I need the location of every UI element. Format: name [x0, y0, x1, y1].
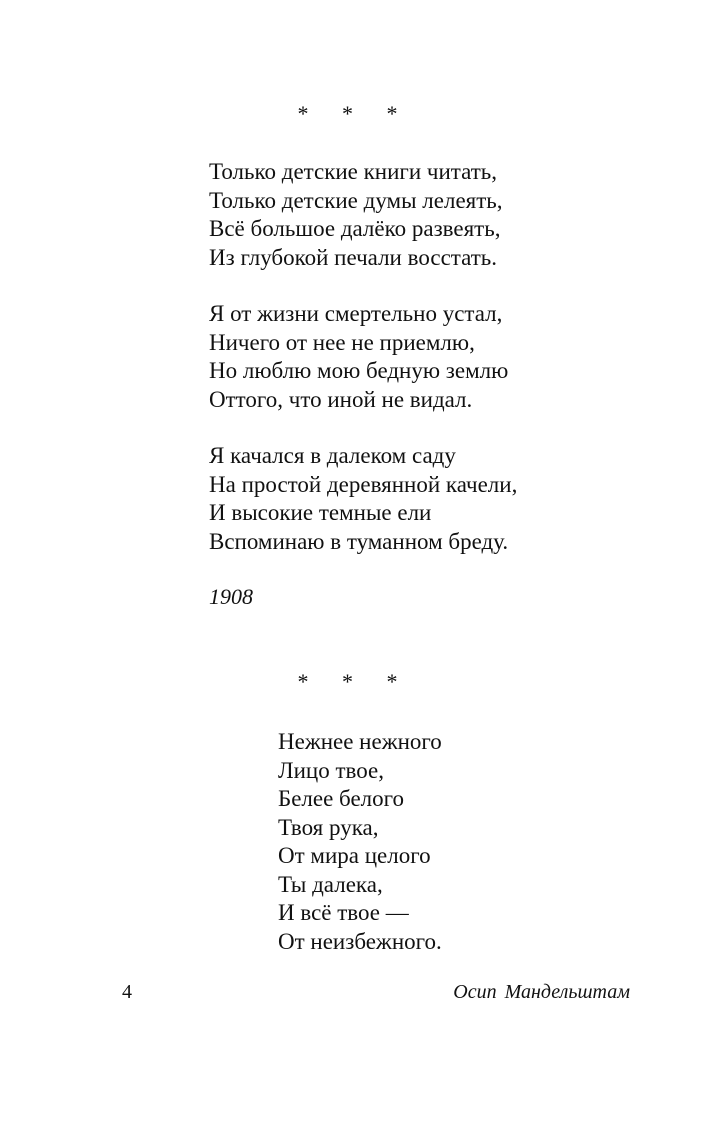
poem-line: Ты далека, — [278, 871, 383, 897]
poem-line: На простой деревянной качели, — [209, 471, 518, 497]
poem-line: Всё большое далёко развеять, — [209, 216, 501, 241]
poem-line: И высокие темные ели — [209, 500, 432, 525]
poem-line: Ничего от нее не приемлю, — [209, 329, 475, 355]
poem-line: От неизбежного. — [278, 928, 442, 954]
poem-line: Оттого, что иной не видал. — [209, 386, 473, 412]
poem-separator: * * * — [297, 669, 412, 694]
poem-more-tender — [278, 728, 442, 956]
stanza — [209, 158, 517, 272]
poem-line: От мира целого — [278, 843, 431, 868]
poem-line: Я качался в далеком саду — [209, 443, 456, 468]
poem-line: Но люблю мою бедную землю — [209, 358, 509, 383]
poem-line: Лицо твое, — [278, 757, 384, 783]
page-number: 4 — [122, 981, 132, 1003]
poem-separator: * * * — [297, 101, 412, 126]
poem-line: Из глубокой печали восстать. — [209, 244, 498, 270]
poem-line: Твоя рука, — [278, 814, 379, 840]
poem-line: Только детские думы лелеять, — [209, 187, 503, 213]
poem-only-childrens-books — [209, 158, 517, 556]
poem-line: Белее белого — [278, 786, 405, 811]
poem-date: 1908 — [209, 584, 253, 609]
poem-line: Только детские книги читать, — [209, 159, 498, 184]
stanza — [209, 442, 517, 556]
poem-line: Нежнее нежного — [278, 729, 442, 754]
poem-line: Вспоминаю в туманном бреду. — [209, 528, 509, 554]
poem-line: Я от жизни смертельно устал, — [209, 301, 503, 326]
running-footer-author: Осип Мандельштам — [453, 981, 630, 1003]
stanza — [209, 300, 517, 414]
poem-line: И всё твое — — [278, 900, 409, 925]
